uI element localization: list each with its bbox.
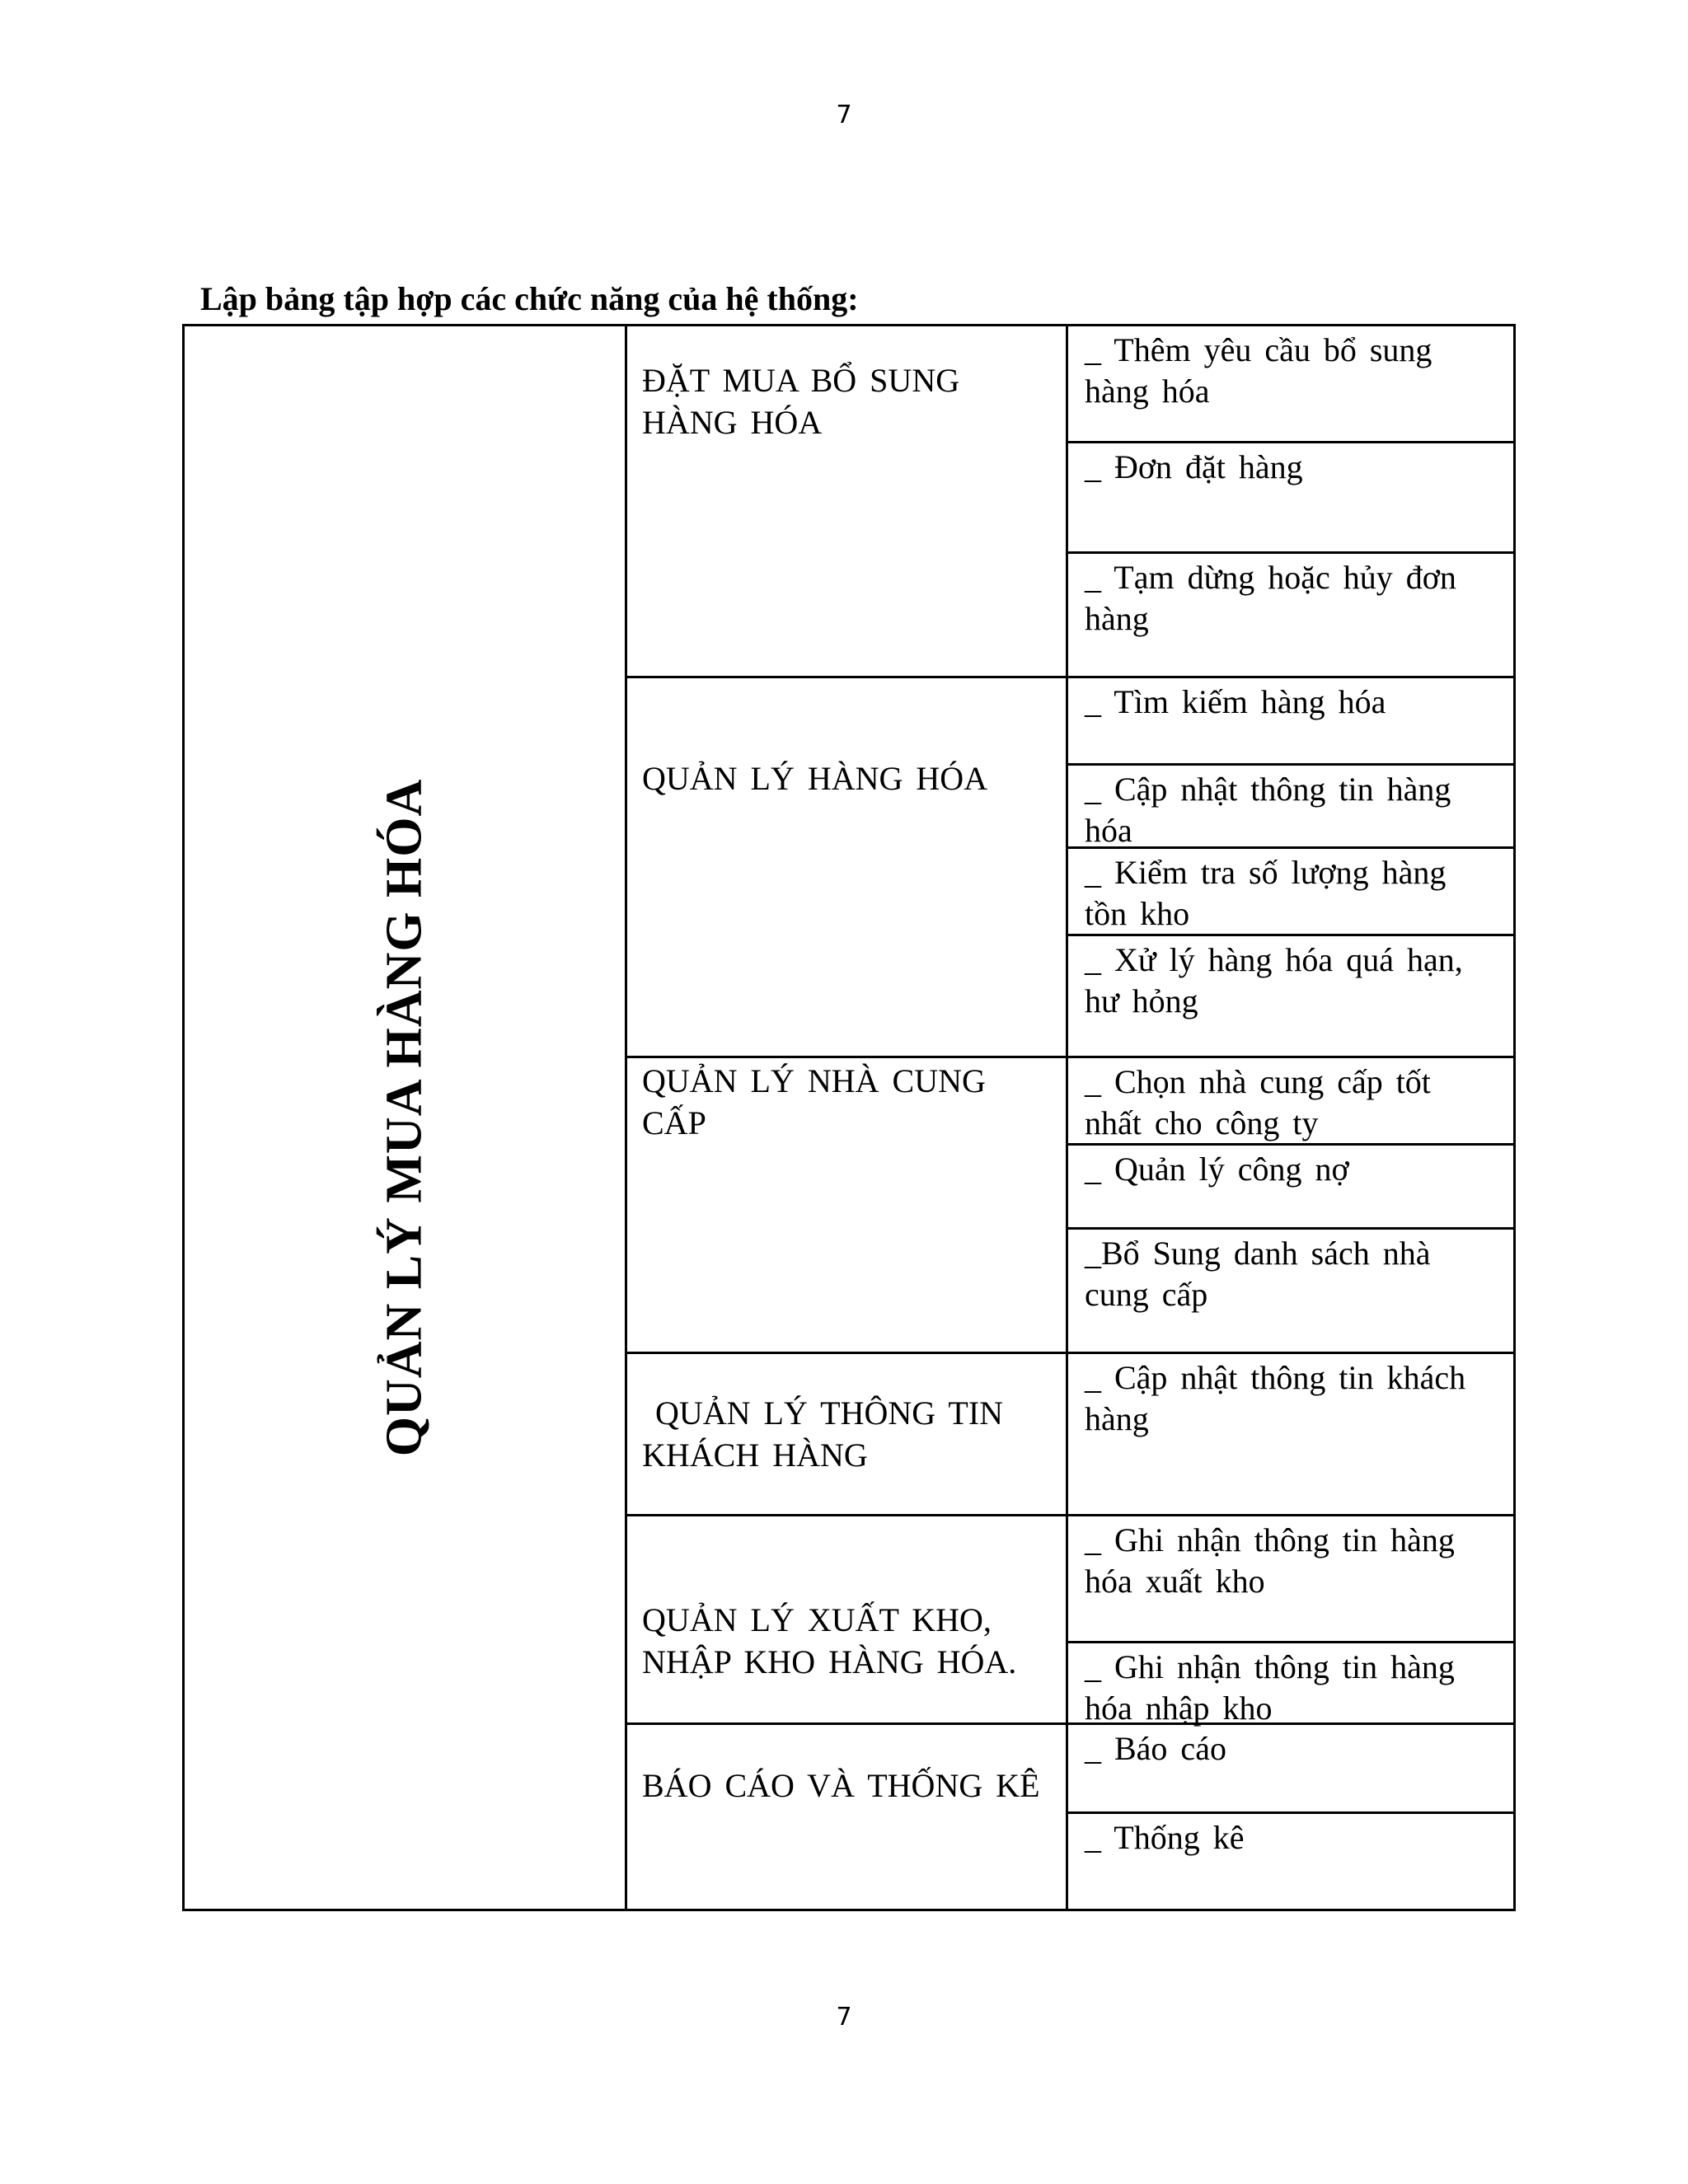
sub-function-item: _ Thêm yêu cầu bổ sung hàng hóa	[1085, 331, 1432, 410]
function-group	[627, 1352, 1516, 1514]
sub-function-item: _ Kiểm tra số lượng hàng tồn kho	[1068, 846, 1516, 934]
function-group	[627, 1722, 1516, 1909]
group-label-text: ĐẶT MUA BỔ SUNG HÀNG HÓA	[642, 362, 960, 441]
group-label-text: QUẢN LÝ HÀNG HÓA	[642, 760, 988, 797]
function-table	[182, 324, 1516, 1911]
sub-function-item: _Bổ Sung danh sách nhà cung cấp	[1068, 1227, 1516, 1354]
sub-function-item: _ Quản lý công nợ	[1068, 1143, 1516, 1227]
group-label-khach-hang	[627, 1354, 1068, 1514]
sub-function-item: _ Ghi nhận thông tin hàng hóa nhập kho	[1068, 1641, 1516, 1725]
sub-function-item: _ Báo cáo	[1085, 1730, 1226, 1767]
sub-function-item: _ Tìm kiếm hàng hóa	[1085, 683, 1386, 720]
page-number-top: 7	[836, 101, 852, 129]
sub-function-item: _ Cập nhật thông tin hàng hóa	[1068, 763, 1516, 846]
function-group	[627, 676, 1516, 1056]
sub-function-item: _ Tạm dừng hoặc hủy đơn hàng	[1068, 551, 1516, 676]
sub-function-item: _ Thống kê	[1068, 1811, 1516, 1911]
sub-function-item: _ Xử lý hàng hóa quá hạn, hư hỏng	[1068, 934, 1516, 1058]
group-label-nha-cung-cap	[627, 1058, 1068, 1352]
group-label-text: QUẢN LÝ NHÀ CUNG CẤP	[642, 1062, 986, 1141]
root-function-label: QUẢN LÝ MUA HÀNG HÓA	[376, 778, 433, 1457]
table-heading: Lập bảng tập hợp các chức năng của hệ thống:	[200, 280, 859, 317]
group-label-text: QUẢN LÝ THÔNG TIN KHÁCH HÀNG	[642, 1394, 1017, 1474]
function-group	[627, 1514, 1516, 1727]
function-group	[627, 326, 1516, 676]
root-function-cell	[185, 326, 627, 1909]
group-label-text: BÁO CÁO VÀ THỐNG KÊ	[642, 1767, 1040, 1804]
page-number-bottom: 7	[836, 2003, 852, 2032]
sub-function-item: _ Ghi nhận thông tin hàng hóa xuất kho	[1085, 1521, 1455, 1600]
function-group	[627, 1056, 1516, 1352]
group-label-xuat-nhap-kho	[627, 1516, 1068, 1722]
group-label-quan-ly-hang-hoa	[627, 678, 1068, 1056]
sub-function-item: _ Đơn đặt hàng	[1068, 441, 1516, 551]
sub-function-item: _ Chọn nhà cung cấp tốt nhất cho công ty	[1085, 1063, 1431, 1141]
group-label-dat-mua	[627, 326, 1068, 676]
group-label-bao-cao	[627, 1725, 1068, 1909]
sub-function-item: _ Cập nhật thông tin khách hàng	[1085, 1359, 1466, 1437]
group-label-text: QUẢN LÝ XUẤT KHO, NHẬP KHO HÀNG HÓA.	[642, 1601, 1017, 1680]
